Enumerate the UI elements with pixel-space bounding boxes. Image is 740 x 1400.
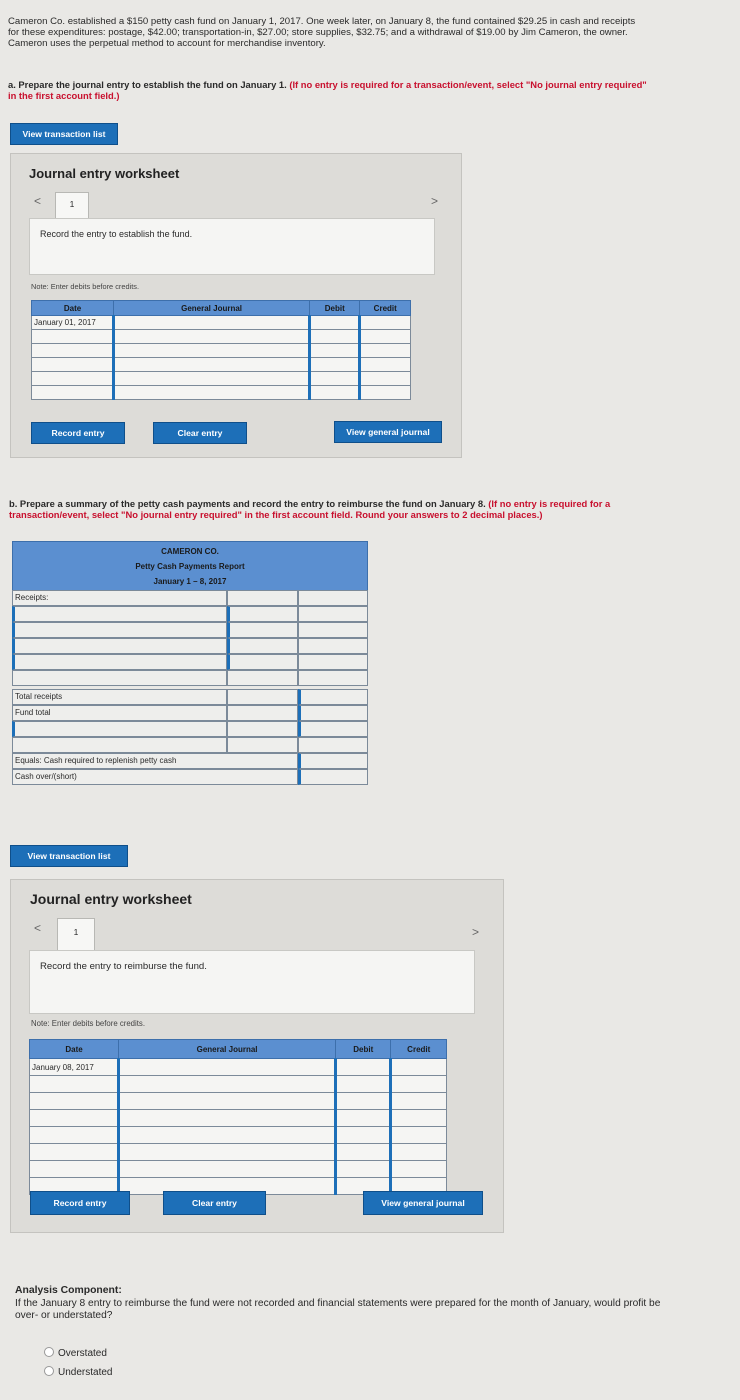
debit-field[interactable] bbox=[336, 1144, 391, 1161]
worksheet-1-tab-1[interactable]: 1 bbox=[55, 192, 89, 218]
part-b-instructions bbox=[9, 498, 689, 520]
report-header bbox=[12, 541, 368, 591]
report-row bbox=[12, 737, 368, 753]
report-row bbox=[12, 638, 368, 654]
equals-label: Equals: Cash required to replenish petty cash bbox=[12, 753, 298, 769]
spacer-cell bbox=[298, 737, 368, 753]
report-row-over-short bbox=[12, 769, 368, 785]
date-cell[interactable] bbox=[32, 386, 114, 400]
account-field[interactable] bbox=[119, 1161, 336, 1178]
account-field[interactable] bbox=[114, 358, 310, 372]
debit-field[interactable] bbox=[310, 372, 360, 386]
table-row bbox=[32, 344, 411, 358]
report-period: January 1 – 8, 2017 bbox=[153, 577, 227, 586]
account-field[interactable] bbox=[119, 1144, 336, 1161]
report-company: CAMERON CO. bbox=[161, 547, 219, 556]
prev-arrow-icon[interactable]: < bbox=[34, 194, 42, 208]
report-row-fund-total bbox=[12, 705, 368, 721]
radio-circle-icon[interactable] bbox=[44, 1347, 54, 1357]
debit-field[interactable] bbox=[336, 1059, 391, 1076]
record-entry-button-1[interactable]: Record entry bbox=[31, 422, 125, 444]
credit-field[interactable] bbox=[360, 316, 411, 330]
credit-field[interactable] bbox=[360, 372, 411, 386]
receipts-label: Receipts: bbox=[12, 590, 227, 606]
view-general-journal-button-1[interactable]: View general journal bbox=[334, 421, 442, 443]
analysis-heading: Analysis Component: bbox=[15, 1285, 122, 1296]
account-field[interactable] bbox=[114, 344, 310, 358]
credit-field[interactable] bbox=[391, 1076, 447, 1093]
date-cell[interactable] bbox=[30, 1127, 119, 1144]
total-cell bbox=[298, 638, 368, 654]
debit-field[interactable] bbox=[310, 344, 360, 358]
next-arrow-icon[interactable]: > bbox=[472, 925, 480, 939]
next-arrow-icon[interactable]: > bbox=[431, 194, 439, 208]
worksheet-1-description: Record the entry to establish the fund. bbox=[29, 218, 435, 275]
receipt-amount-field[interactable] bbox=[227, 654, 298, 670]
report-row bbox=[12, 606, 368, 622]
report-row-equals bbox=[12, 753, 368, 769]
report-row bbox=[12, 721, 368, 737]
credit-field[interactable] bbox=[391, 1127, 447, 1144]
worksheet-2-note: Note: Enter debits before credits. bbox=[31, 1019, 145, 1028]
spacer-cell bbox=[227, 705, 298, 721]
radio-overstated[interactable] bbox=[44, 1347, 107, 1359]
account-field[interactable] bbox=[114, 330, 310, 344]
credit-field[interactable] bbox=[360, 330, 411, 344]
receipt-account-field[interactable] bbox=[12, 654, 227, 670]
account-field[interactable] bbox=[119, 1076, 336, 1093]
worksheet-1-note: Note: Enter debits before credits. bbox=[31, 282, 140, 291]
table-row bbox=[30, 1093, 447, 1110]
debit-field[interactable] bbox=[310, 386, 360, 400]
total-cell bbox=[298, 622, 368, 638]
report-row-receipts bbox=[12, 590, 368, 606]
table-row bbox=[32, 358, 411, 372]
clear-entry-button-1[interactable]: Clear entry bbox=[153, 422, 247, 444]
fund-total-field[interactable] bbox=[298, 705, 368, 721]
part-a-note: (If no entry is required for a transaction/event, select "No journal entry required" in the first account field.) bbox=[8, 79, 647, 101]
header-credit: Credit bbox=[360, 301, 411, 316]
debit-field[interactable] bbox=[336, 1093, 391, 1110]
credit-field[interactable] bbox=[360, 344, 411, 358]
date-cell[interactable] bbox=[30, 1093, 119, 1110]
report-row bbox=[12, 670, 368, 686]
cash-over-short-label: Cash over/(short) bbox=[12, 769, 298, 785]
problem-statement: Cameron Co. established a $150 petty cash fund on January 1, 2017. One week later, on January 8, the fund contained $29.25 in cash and receipts for these expenditures: postage, $42.00; transportation-in, $27.00; store supplies, $32.75; and a withdrawal of $19.00 by Jim Cameron, the owner. Cameron uses the perpetual method to account for merchandise inventory. bbox=[8, 16, 636, 49]
radio-understated[interactable] bbox=[44, 1366, 112, 1378]
total-receipts-label: Total receipts bbox=[12, 689, 227, 705]
spacer-cell bbox=[298, 670, 368, 686]
total-cell bbox=[298, 654, 368, 670]
credit-field[interactable] bbox=[360, 386, 411, 400]
table-row bbox=[32, 316, 411, 330]
date-cell[interactable] bbox=[32, 344, 114, 358]
receipt-amount-field[interactable] bbox=[227, 606, 298, 622]
credit-field[interactable] bbox=[391, 1059, 447, 1076]
credit-field[interactable] bbox=[391, 1093, 447, 1110]
spacer-cell bbox=[227, 689, 298, 705]
header-credit: Credit bbox=[391, 1040, 447, 1059]
debit-field[interactable] bbox=[336, 1127, 391, 1144]
spacer-cell bbox=[12, 670, 227, 686]
account-field[interactable] bbox=[114, 372, 310, 386]
date-cell[interactable] bbox=[30, 1144, 119, 1161]
debit-field[interactable] bbox=[310, 358, 360, 372]
spacer-cell bbox=[227, 721, 298, 737]
total-cell bbox=[298, 590, 368, 606]
receipt-amount-field[interactable] bbox=[227, 638, 298, 654]
header-debit: Debit bbox=[336, 1040, 391, 1059]
part-a-instructions bbox=[8, 79, 648, 101]
amount-cell[interactable] bbox=[227, 590, 298, 606]
header-date: Date bbox=[30, 1040, 119, 1059]
header-debit: Debit bbox=[310, 301, 360, 316]
account-field[interactable] bbox=[114, 316, 310, 330]
journal-table-1 bbox=[31, 300, 411, 400]
date-cell[interactable] bbox=[32, 330, 114, 344]
amount-field[interactable] bbox=[298, 721, 368, 737]
view-general-journal-button-2[interactable]: View general journal bbox=[363, 1191, 483, 1215]
total-receipts-field[interactable] bbox=[298, 689, 368, 705]
date-cell[interactable]: January 01, 2017 bbox=[32, 316, 114, 330]
header-general-journal: General Journal bbox=[114, 301, 310, 316]
credit-field[interactable] bbox=[360, 358, 411, 372]
radio-circle-icon[interactable] bbox=[44, 1366, 54, 1376]
debit-field[interactable] bbox=[310, 316, 360, 330]
credit-field[interactable] bbox=[391, 1144, 447, 1161]
account-field[interactable] bbox=[119, 1059, 336, 1076]
report-row-total-receipts bbox=[12, 689, 368, 705]
receipt-account-field[interactable] bbox=[12, 638, 227, 654]
account-field[interactable] bbox=[119, 1127, 336, 1144]
date-cell[interactable] bbox=[32, 372, 114, 386]
date-cell[interactable] bbox=[30, 1076, 119, 1093]
receipt-amount-field[interactable] bbox=[227, 622, 298, 638]
credit-field[interactable] bbox=[391, 1161, 447, 1178]
header-general-journal: General Journal bbox=[119, 1040, 336, 1059]
view-transaction-list-button-1[interactable]: View transaction list bbox=[10, 123, 118, 145]
receipt-account-field[interactable] bbox=[12, 622, 227, 638]
receipt-account-field[interactable] bbox=[12, 606, 227, 622]
account-field[interactable] bbox=[119, 1093, 336, 1110]
part-b-note: (If no entry is required for a transaction/event, select "No journal entry required" in the first account field. Round your answers to 2 decimal places.) bbox=[9, 498, 611, 520]
date-cell[interactable] bbox=[30, 1161, 119, 1178]
debit-field[interactable] bbox=[310, 330, 360, 344]
record-entry-button-2[interactable]: Record entry bbox=[30, 1191, 130, 1215]
analysis-question: If the January 8 entry to reimburse the fund were not recorded and financial statements were prepared for the month of January, would profit be over- or understated? bbox=[15, 1298, 661, 1321]
table-row bbox=[30, 1110, 447, 1127]
spacer-cell bbox=[227, 737, 298, 753]
table-row bbox=[32, 372, 411, 386]
credit-field[interactable] bbox=[391, 1110, 447, 1127]
header-date: Date bbox=[32, 301, 114, 316]
part-a-lead: a. Prepare the journal entry to establish the fund on January 1. bbox=[8, 79, 290, 90]
spacer-cell bbox=[12, 737, 227, 753]
view-transaction-list-button-2[interactable]: View transaction list bbox=[10, 845, 128, 867]
debit-field[interactable] bbox=[336, 1076, 391, 1093]
worksheet-2-tab-1[interactable]: 1 bbox=[57, 918, 95, 950]
report-row bbox=[12, 654, 368, 670]
date-cell[interactable]: January 08, 2017 bbox=[30, 1059, 119, 1076]
account-field[interactable] bbox=[114, 386, 310, 400]
worksheet-2-title: Journal entry worksheet bbox=[30, 891, 192, 907]
worksheet-1-title: Journal entry worksheet bbox=[29, 166, 180, 181]
fund-total-label: Fund total bbox=[12, 705, 227, 721]
cash-over-short-field[interactable] bbox=[298, 769, 368, 785]
prev-arrow-icon[interactable]: < bbox=[34, 921, 42, 935]
option-understated-label: Understated bbox=[58, 1367, 113, 1378]
table-row bbox=[30, 1144, 447, 1161]
part-b-lead: b. Prepare a summary of the petty cash payments and record the entry to reimburse the fund on January 8. bbox=[9, 498, 489, 509]
cash-required-field[interactable] bbox=[298, 753, 368, 769]
total-cell bbox=[298, 606, 368, 622]
account-field[interactable] bbox=[119, 1110, 336, 1127]
date-cell[interactable] bbox=[30, 1110, 119, 1127]
account-field[interactable] bbox=[12, 721, 227, 737]
spacer-cell bbox=[227, 670, 298, 686]
debit-field[interactable] bbox=[336, 1110, 391, 1127]
table-row bbox=[30, 1161, 447, 1178]
table-row bbox=[32, 386, 411, 400]
worksheet-2-description: Record the entry to reimburse the fund. bbox=[29, 950, 475, 1014]
journal-table-2 bbox=[29, 1039, 447, 1195]
clear-entry-button-2[interactable]: Clear entry bbox=[163, 1191, 266, 1215]
table-row bbox=[30, 1076, 447, 1093]
table-row bbox=[30, 1127, 447, 1144]
table-row bbox=[30, 1059, 447, 1076]
table-row bbox=[32, 330, 411, 344]
report-row bbox=[12, 622, 368, 638]
option-overstated-label: Overstated bbox=[58, 1348, 107, 1359]
debit-field[interactable] bbox=[336, 1161, 391, 1178]
report-title: Petty Cash Payments Report bbox=[135, 562, 245, 571]
date-cell[interactable] bbox=[32, 358, 114, 372]
